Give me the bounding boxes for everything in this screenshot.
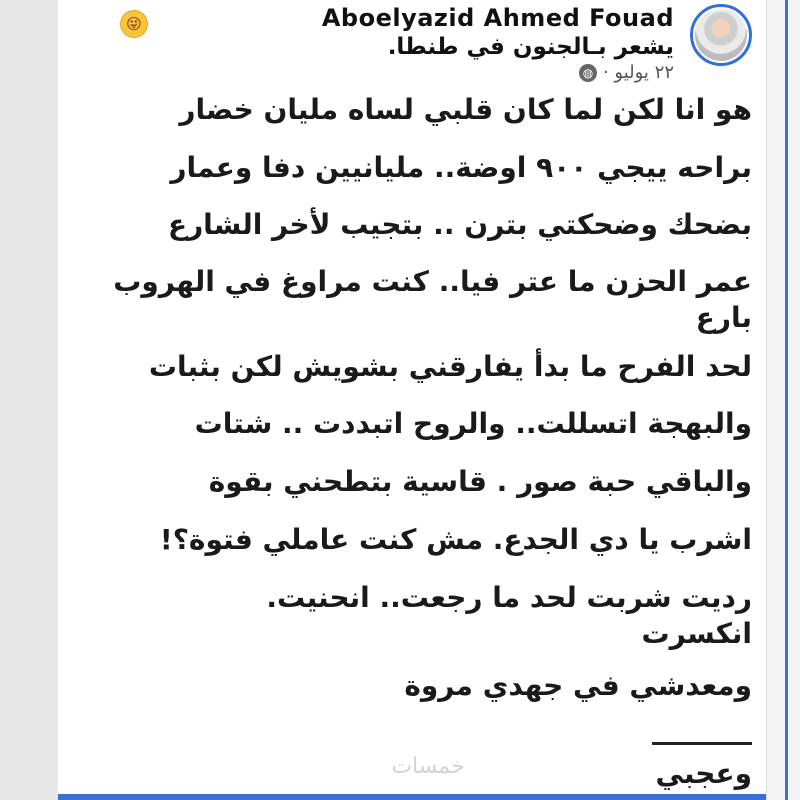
post-line bbox=[72, 464, 752, 500]
post-line bbox=[72, 207, 752, 243]
post-text-line: وعجبي bbox=[655, 757, 752, 790]
post-text-line: بارع bbox=[695, 301, 752, 334]
feeling-status: يشعر بـالجنون في طنطا. bbox=[387, 34, 674, 60]
post-line bbox=[72, 150, 752, 186]
avatar-image bbox=[695, 9, 747, 61]
post-date[interactable]: ٢٢ يوليو · bbox=[602, 62, 674, 83]
divider-line bbox=[652, 742, 752, 745]
left-gutter bbox=[0, 0, 58, 800]
globe-icon[interactable]: ◍ bbox=[579, 64, 597, 82]
post-text-line: عمر الحزن ما عتر فيا.. كنت مراوغ في الهروب bbox=[113, 265, 752, 298]
post-text-line: والبهجة اتسللت.. والروح اتبددت .. شتات bbox=[194, 407, 752, 440]
post-text-line: اشرب يا دي الجدع. مش كنت عاملي فتوة؟! bbox=[159, 523, 752, 556]
post-text-line: براحه ييجي ٩٠٠ اوضة.. مليانيين دفا وعمار bbox=[170, 151, 752, 184]
grinning-tongue-emoji-icon: 😜 bbox=[120, 10, 148, 38]
post-line bbox=[72, 349, 752, 385]
post-line bbox=[72, 264, 752, 336]
post-text-line: لحد الفرح ما بدأ يفارقني بشويش لكن بثبات bbox=[148, 350, 752, 383]
post-line bbox=[72, 92, 752, 128]
author-name[interactable]: Aboelyazid Ahmed Fouad bbox=[321, 4, 674, 32]
post-text-line: هو انا لكن لما كان قلبي لساه مليان خضار bbox=[179, 93, 752, 126]
watermark: خمسات bbox=[391, 754, 465, 779]
post-text-line: انكسرت bbox=[641, 617, 752, 650]
accent-edge bbox=[785, 0, 788, 800]
post-text-line: والباقي حبة صور . قاسية بتطحني بقوة bbox=[208, 465, 752, 498]
bottom-accent-edge bbox=[58, 794, 766, 800]
post-line bbox=[72, 668, 752, 704]
post-text-line: ومعدشي في جهدي مروة bbox=[404, 669, 752, 702]
right-gutter bbox=[766, 0, 800, 800]
post-line bbox=[72, 522, 752, 558]
author-avatar[interactable] bbox=[690, 4, 752, 66]
post-meta bbox=[579, 62, 674, 83]
post-line bbox=[72, 580, 752, 652]
post-text-line: بضحك وضحكتي بترن .. بتجيب لأخر الشارع bbox=[167, 208, 752, 241]
post-text-line: رديت شربت لحد ما رجعت.. انحنيت. bbox=[266, 581, 752, 614]
facebook-post-card bbox=[58, 0, 766, 800]
post-line bbox=[72, 406, 752, 442]
